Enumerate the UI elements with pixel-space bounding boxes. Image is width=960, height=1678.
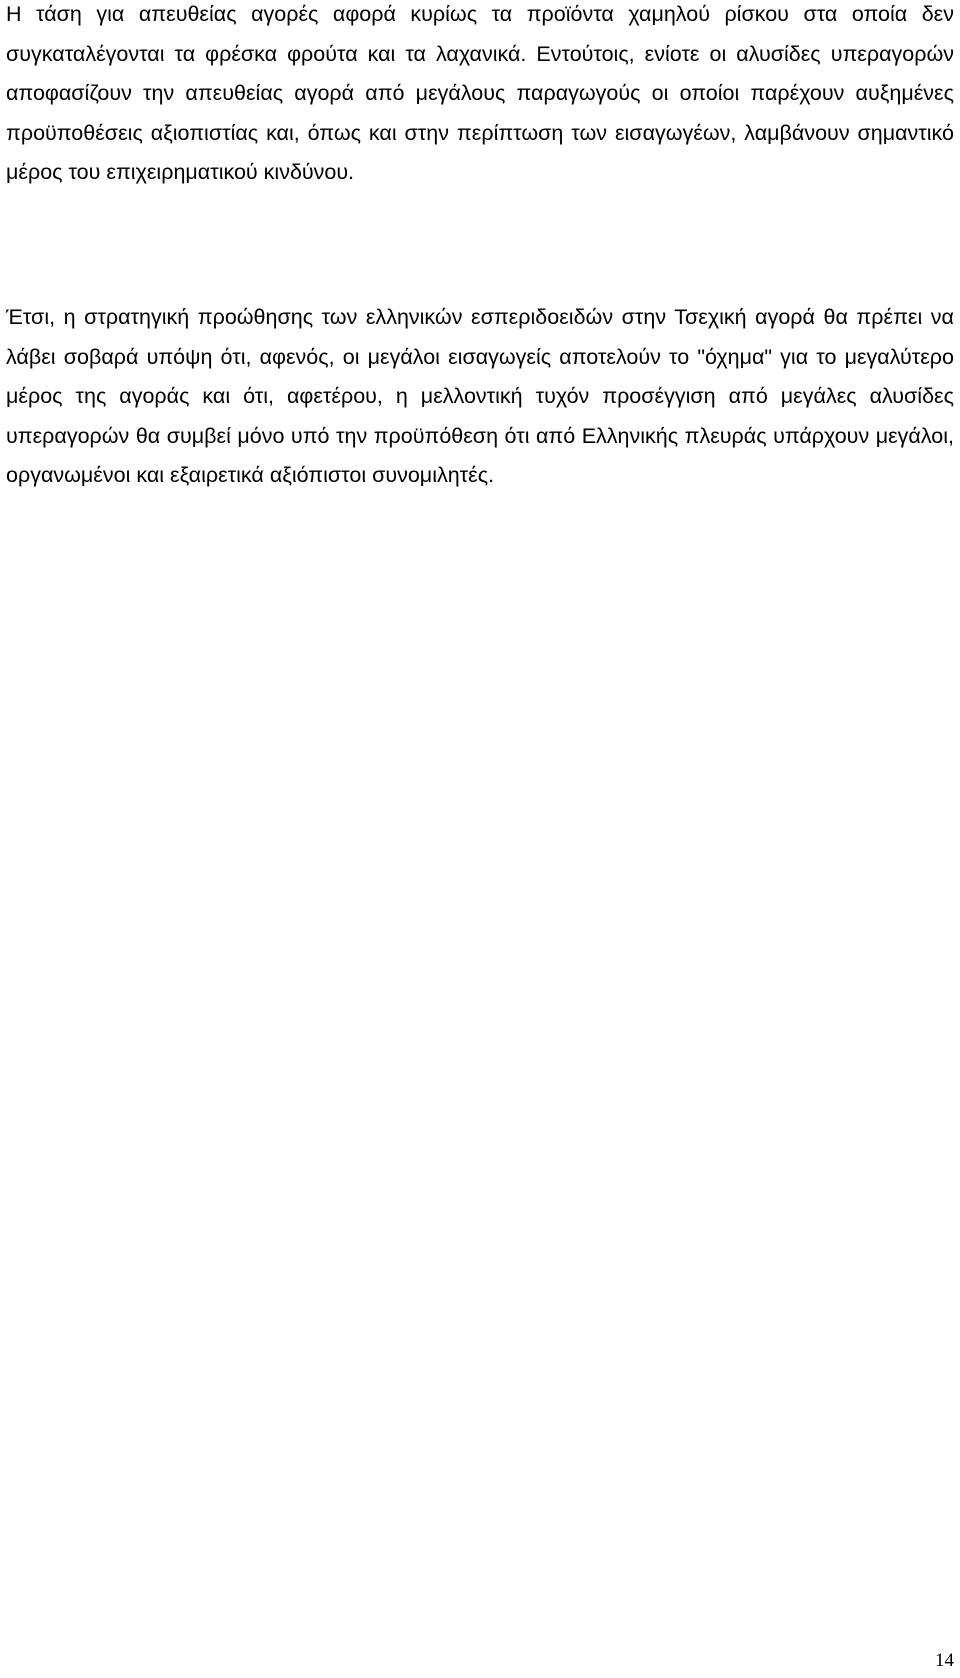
- page-number: 14: [935, 1650, 954, 1671]
- paragraph-promotion-strategy: Έτσι, η στρατηγική προώθησης των ελληνικών εσπεριδοειδών στην Τσεχική αγορά θα πρέπει να λάβει σοβαρά υπόψη ότι, αφενός, οι μεγάλοι εισαγωγείς αποτελούν το "όχημα" για το μεγαλύτερο μέρος της αγοράς και ότι, αφετέρου, η μελλοντική τυχόν προσέγγιση από μεγάλες αλυσίδες υπεραγορών θα συμβεί μόνο υπό την προϋπόθεση ότι από Ελληνικής πλευράς υπάρχουν μεγάλοι, οργανωμένοι και εξαιρετικά αξιόπιστοι συνομιλητές.: [6, 305, 954, 487]
- paragraph-direct-purchases: Η τάση για απευθείας αγορές αφορά κυρίως τα προϊόντα χαμηλού ρίσκου στα οποία δεν συγκαταλέγονται τα φρέσκα φρούτα και τα λαχανικά. Εντούτοις, ενίοτε οι αλυσίδες υπεραγορών αποφασίζουν την απευθείας αγορά από μεγάλους παραγωγούς οι οποίοι παρέχουν αυξημένες προϋποθέσεις αξιοπιστίας και, όπως και στην περίπτωση των εισαγωγέων, λαμβάνουν σημαντικό μέρος του επιχειρηματικού κινδύνου.: [6, 2, 954, 184]
